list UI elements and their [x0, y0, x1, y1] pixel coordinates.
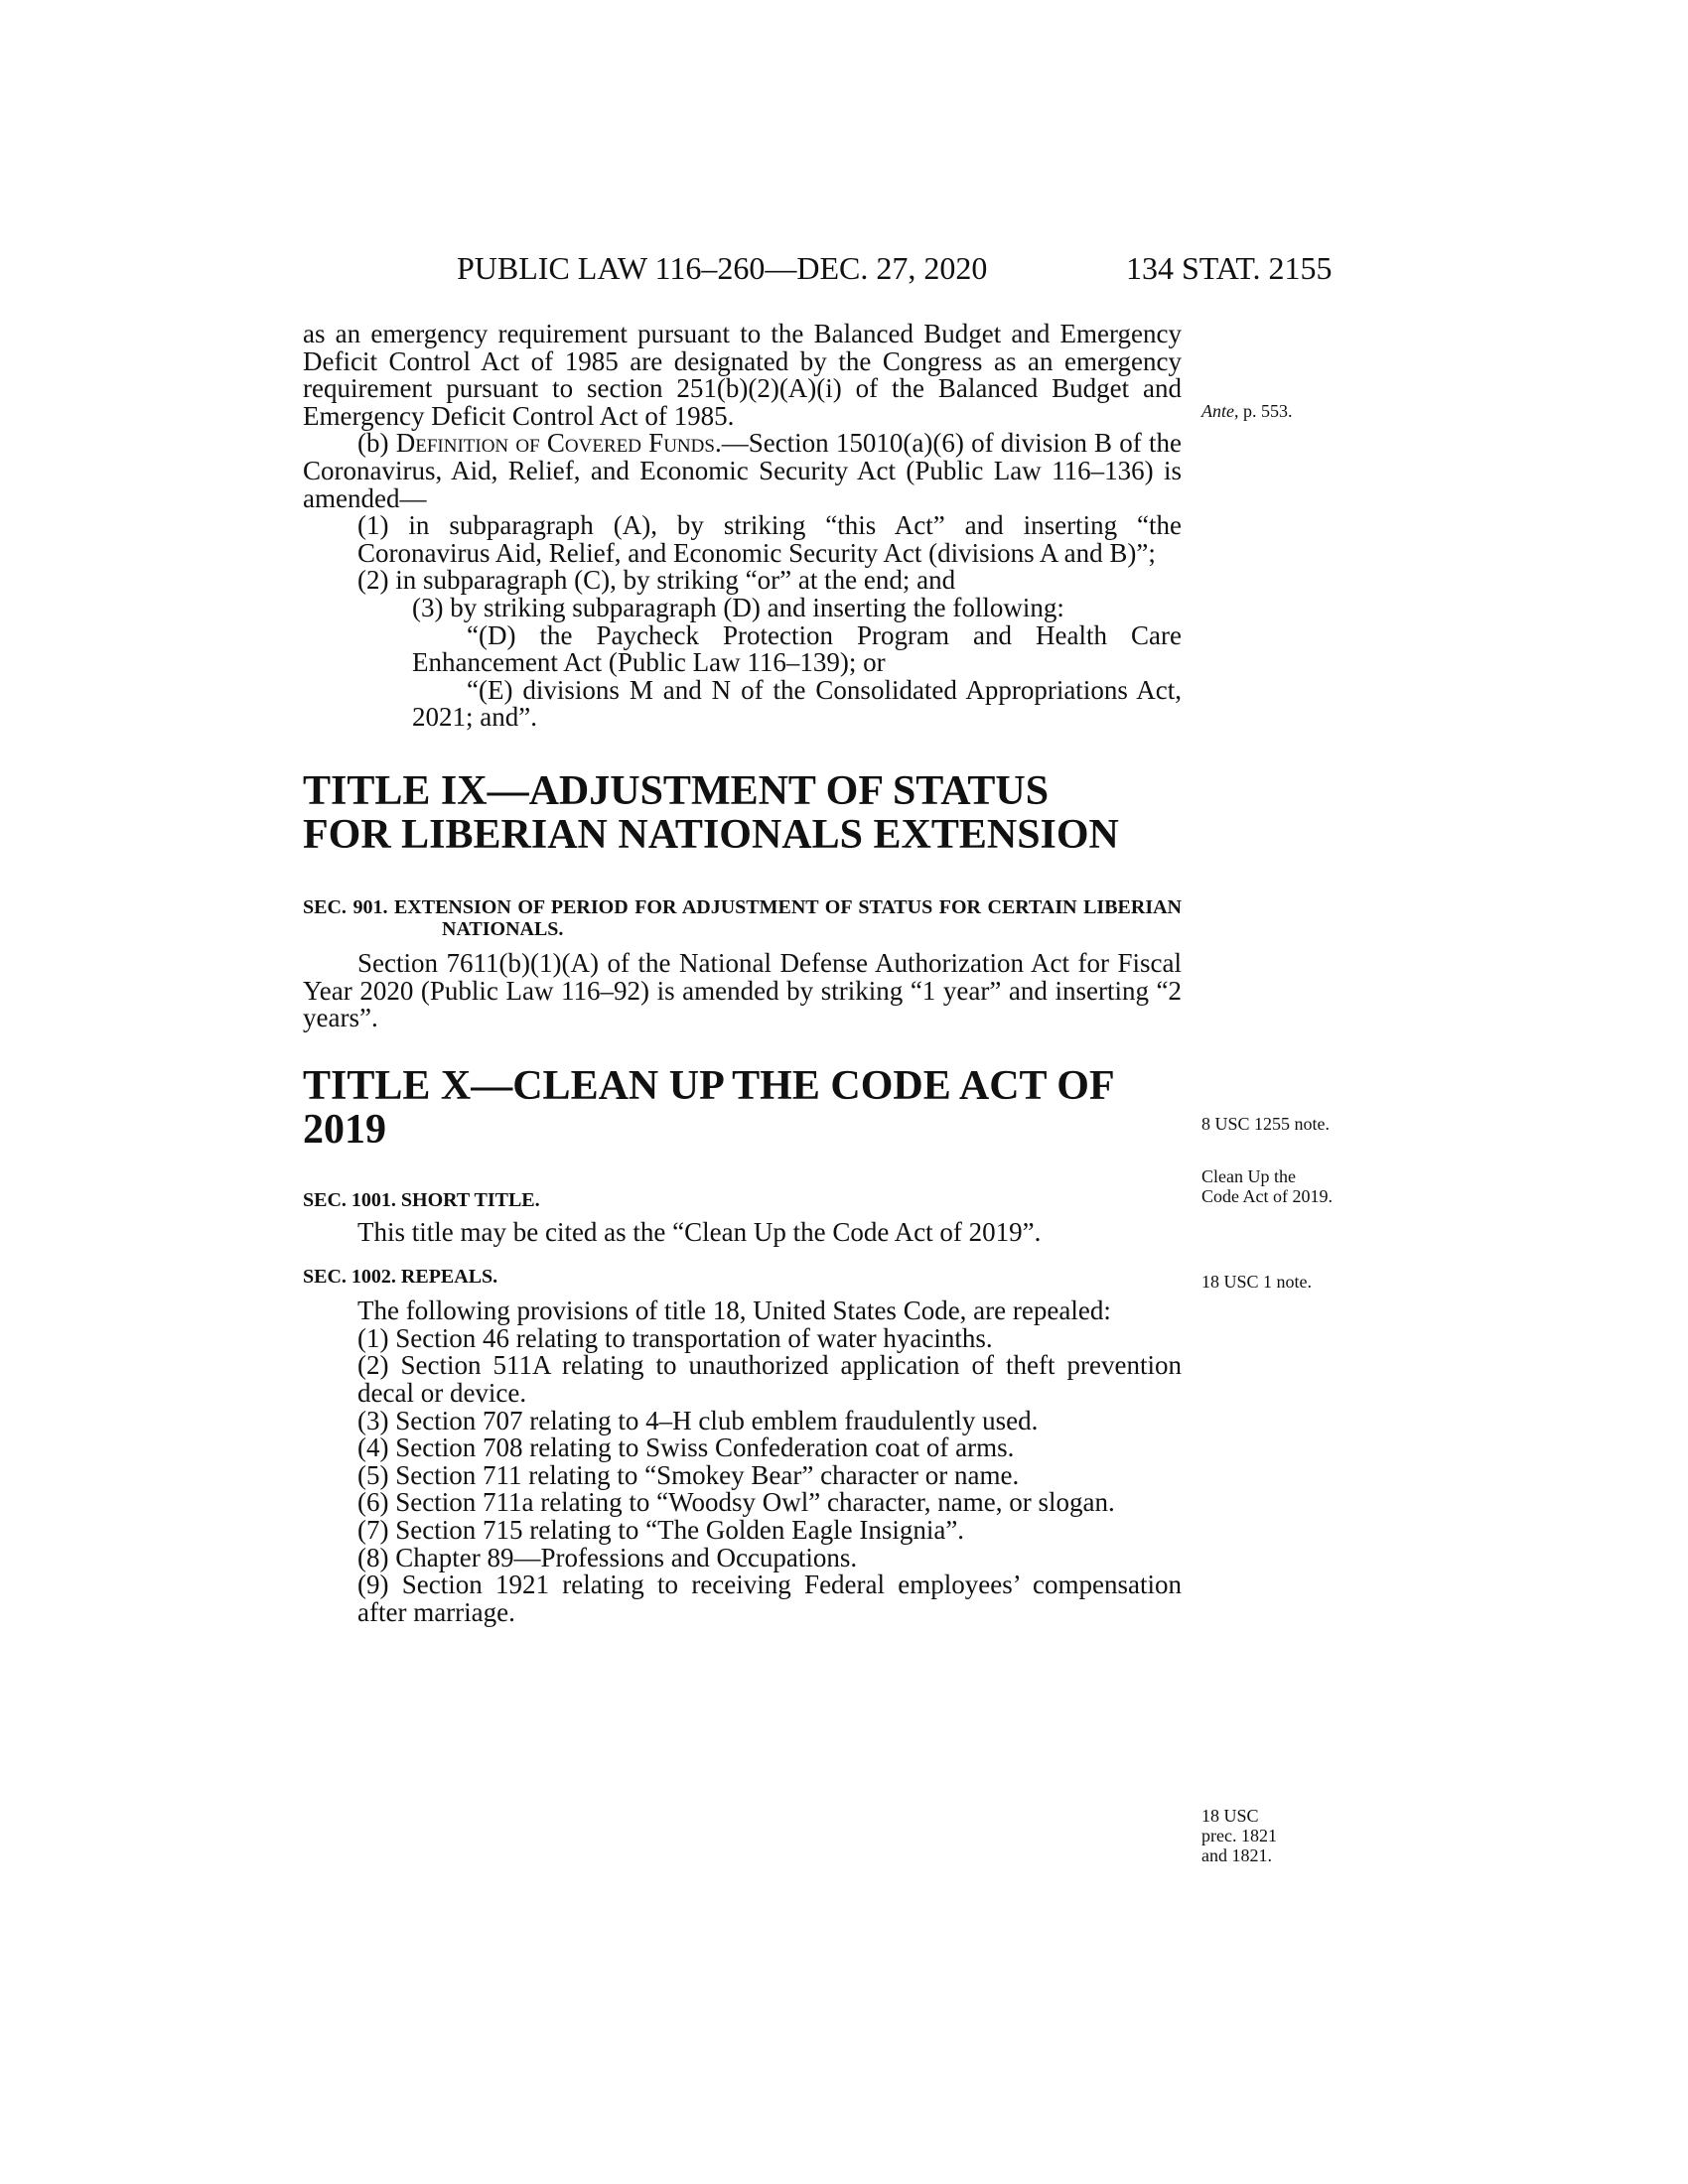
section-901-text: Section 7611(b)(1)(A) of the National Defense Authorization Act for Fiscal Year 2020 (Public Law 116–92) is amended by striking “1 year” and inserting “2 years”.	[303, 947, 1182, 1033]
list-item: (3) by striking subparagraph (D) and inserting the following:	[412, 592, 1064, 622]
list-item: (1) in subparagraph (A), by striking “this Act” and inserting “the Coronavirus Aid, Relief, and Economic Security Act (divisions A and B)”;	[357, 510, 1182, 568]
paragraph-b-heading: Definition of Covered Funds	[395, 428, 715, 459]
margin-note-ante	[1201, 402, 1293, 420]
paragraph-b-label: (b)	[357, 428, 396, 459]
list-item: (4) Section 708 relating to Swiss Confederation coat of arms.	[357, 1433, 1015, 1463]
running-header-left: PUBLIC LAW 116–260—DEC. 27, 2020	[457, 250, 988, 286]
margin-note-18-usc-1: 18 USC 1 note.	[1201, 1272, 1313, 1292]
list-item: (2) in subparagraph (C), by striking “or” at the end; and	[357, 565, 956, 596]
list-item: (1) Section 46 relating to transportation of water hyacinths.	[357, 1322, 993, 1353]
margin-note-ante-page: , p. 553.	[1234, 401, 1293, 421]
list-item: (5) Section 711 relating to “Smokey Bear” character or name.	[357, 1459, 1020, 1490]
section-1002-text: The following provisions of title 18, United States Code, are repealed:	[357, 1296, 1111, 1326]
quoted-text: “(E) divisions M and N of the Consolidated Appropriations Act, 2021; and”.	[412, 674, 1182, 733]
margin-note-18-usc-1821-c: and 1821.	[1201, 1845, 1272, 1865]
main-text	[303, 321, 1182, 1626]
title-x-line-2: 2019	[303, 1106, 386, 1153]
margin-note-clean-up-1: Clean Up the	[1201, 1166, 1296, 1186]
paragraph-b-text: .—Section 15010(a)(6) of division B of the Coronavirus, Aid, Relief, and Economic Security Act (Public Law 116–136) is amended—	[303, 428, 1182, 513]
section-1002-heading: SEC. 1002. REPEALS.	[303, 1266, 498, 1289]
quoted-text: “(D) the Paycheck Protection Program and Health Care Enhancement Act (Public Law 116–139); or	[412, 619, 1182, 678]
list-item: (3) Section 707 relating to 4–H club emblem fraudulently used.	[357, 1405, 1039, 1435]
list-item: (8) Chapter 89—Professions and Occupations.	[357, 1542, 858, 1572]
paragraph-b	[303, 430, 1182, 512]
title-ix-line-2: FOR LIBERIAN NATIONALS EXTENSION	[303, 811, 1119, 858]
list-item: (2) Section 511A relating to unauthorized application of theft prevention decal or device.	[357, 1350, 1182, 1409]
margin-note-8-usc-1255: 8 USC 1255 note.	[1201, 1114, 1331, 1134]
paragraph-a-continuation: as an emergency requirement pursuant to the Balanced Budget and Emergency Deficit Control Act of 1985 are designated by the Congress as an emergency requirement pursuant to section 251(b)(2)(A)(i) of the Balanced Budget and Emergency Deficit Control Act of 1985.	[303, 319, 1182, 431]
list-item: (6) Section 711a relating to “Woodsy Owl” character, name, or slogan.	[357, 1487, 1115, 1518]
margin-note-ante-italic: Ante	[1201, 401, 1234, 421]
list-item: (7) Section 715 relating to “The Golden Eagle Insignia”.	[357, 1515, 965, 1546]
section-1001-text: This title may be cited as the “Clean Up the Code Act of 2019”.	[357, 1216, 1042, 1247]
margin-note-18-usc-1821-a: 18 USC	[1201, 1806, 1259, 1826]
margin-note-18-usc-1821-b: prec. 1821	[1201, 1826, 1277, 1845]
title-x-line-1: TITLE X—CLEAN UP THE CODE ACT OF	[303, 1062, 1115, 1109]
margin-note-clean-up-2: Code Act of 2019.	[1201, 1186, 1333, 1206]
section-1001-heading: SEC. 1001. SHORT TITLE.	[303, 1188, 540, 1211]
title-ix-line-1: TITLE IX—ADJUSTMENT OF STATUS	[303, 767, 1050, 814]
page-number: 134 STAT. 2155	[1126, 250, 1333, 286]
list-item: (9) Section 1921 relating to receiving Federal employees’ compensation after marriage.	[357, 1570, 1182, 1627]
section-901-heading: SEC. 901. EXTENSION OF PERIOD FOR ADJUSTMENT OF STATUS FOR CERTAIN LIBERIAN NATIONALS.	[303, 895, 1182, 940]
